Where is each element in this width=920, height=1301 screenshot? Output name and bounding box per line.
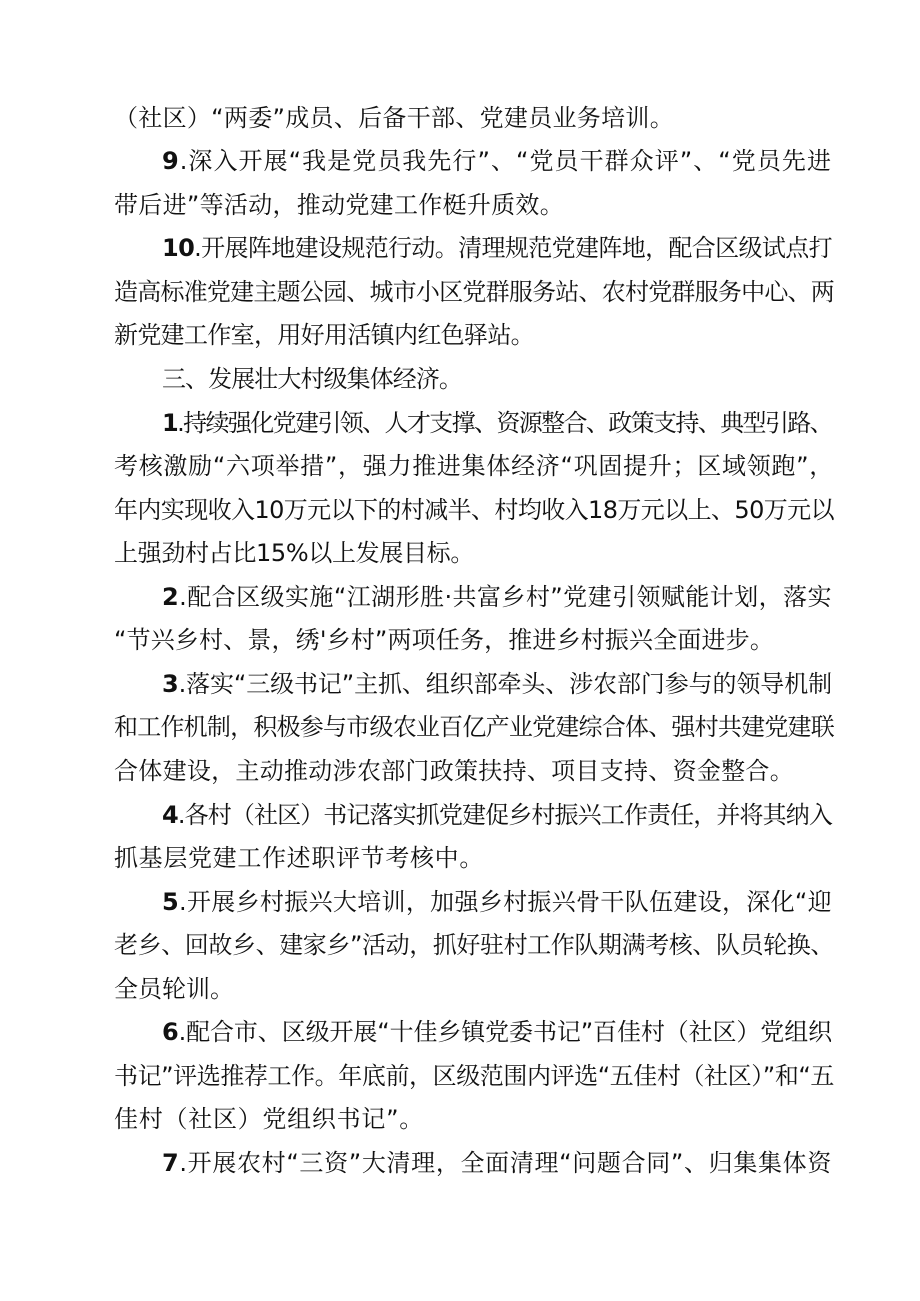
item-6-line-2 [114, 1061, 834, 1091]
line-text: .各村（社区）书记落实抓党建促乡村振兴工作责任，并将其纳入 [177, 801, 832, 829]
line-text: 合体建设，主动推动涉农部门政策扶持、项目支持、资金整合。 [114, 757, 794, 785]
line-text: .持续强化党建引领、人才支撑、资源整合、政策支持、典型引路、 [177, 409, 832, 437]
section-heading [162, 364, 462, 394]
item-10-line-2 [114, 277, 834, 307]
line-text: （社区）“两委”成员、后备干部、党建员业务培训。 [114, 104, 674, 132]
item-10-line-1 [162, 233, 832, 263]
item-2-line-1 [162, 582, 832, 612]
line-text: 抓基层党建工作述职评节考核中。 [114, 844, 484, 872]
line-text: 书记”评选推荐工作。年底前，区级范围内评选“五佳村（社区）”和“五 [114, 1062, 834, 1090]
item-number: 5 [162, 888, 180, 916]
line-text: .深入开展“我是党员我先行”、“党员干群众评”、“党员先进 [179, 147, 832, 175]
item-3-line-3 [114, 756, 794, 786]
item-number: 7 [162, 1149, 180, 1177]
line-text: 年内实现收入10万元以下的村减半、村均收入18万元以上、50万元以 [114, 496, 834, 524]
item-5-line-1 [162, 887, 832, 917]
line-text: .落实“三级书记”主抓、组织部牵头、涉农部门参与的领导机制 [178, 670, 832, 698]
line-text: “节兴乡村、景，绣'乡村”两项任务，推进乡村振兴全面进步。 [114, 626, 774, 654]
item-number: 6 [162, 1018, 179, 1046]
item-6-line-1 [162, 1017, 832, 1047]
item-1-line-4 [114, 538, 474, 568]
line-text: .配合区级实施“江湖形胜·共富乡村”党建引领赋能计划，落实 [179, 583, 832, 611]
item-3-line-1 [162, 669, 832, 699]
item-number: 9 [162, 147, 180, 175]
line-text: 考核激励“六项举措”，强力推进集体经济“巩固提升；区域领跑”， [114, 452, 834, 480]
line-text: .开展乡村振兴大培训，加强乡村振兴骨干队伍建设，深化“迎 [179, 888, 833, 916]
item-7-line-1 [162, 1148, 832, 1178]
item-1-line-3 [114, 495, 834, 525]
line-text: 新党建工作室，用好用活镇内红色驿站。 [114, 321, 534, 349]
item-number: 3 [162, 670, 179, 698]
line-text: 造高标准党建主题公园、城市小区党群服务站、农村党群服务中心、两 [114, 278, 834, 306]
line-text: 老乡、回故乡、建家乡”活动，抓好驻村工作队期满考核、队员轮换、 [114, 931, 834, 959]
item-2-line-2 [114, 625, 774, 655]
item-number: 4 [162, 801, 178, 829]
item-5-line-3 [114, 974, 234, 1004]
line-text: .开展阵地建设规范行动。清理规范党建阵地，配合区级试点打 [194, 234, 832, 262]
text-line-1 [114, 103, 674, 133]
item-4-line-1 [162, 800, 832, 830]
item-9-line-2 [114, 190, 564, 220]
item-4-line-2 [114, 843, 484, 873]
item-1-line-2 [114, 451, 834, 481]
item-10-line-3 [114, 320, 534, 350]
item-number: 10 [162, 234, 195, 262]
line-text: 三、发展壮大村级集体经济。 [162, 365, 462, 393]
line-text: 佳村（社区）党组织书记”。 [114, 1105, 424, 1133]
line-text: 带后进”等活动，推动党建工作梃升质效。 [114, 191, 564, 219]
line-text: .配合市、区级开展“十佳乡镇党委书记”百佳村（社区）党组织 [178, 1018, 832, 1046]
item-1-line-1 [162, 408, 832, 438]
item-number: 2 [162, 583, 180, 611]
item-9-line-1 [162, 146, 832, 176]
item-number: 1 [162, 409, 178, 437]
line-text: 上强劲村占比15%以上发展目标。 [114, 539, 474, 567]
item-6-line-3 [114, 1104, 424, 1134]
item-5-line-2 [114, 930, 834, 960]
line-text: 和工作机制，积极参与市级农业百亿产业党建综合体、强村共建党建联 [114, 713, 834, 741]
item-3-line-2 [114, 712, 834, 742]
line-text: .开展农村“三资”大清理，全面清理“问题合同”、归集集体资 [179, 1149, 832, 1177]
line-text: 全员轮训。 [114, 975, 234, 1003]
